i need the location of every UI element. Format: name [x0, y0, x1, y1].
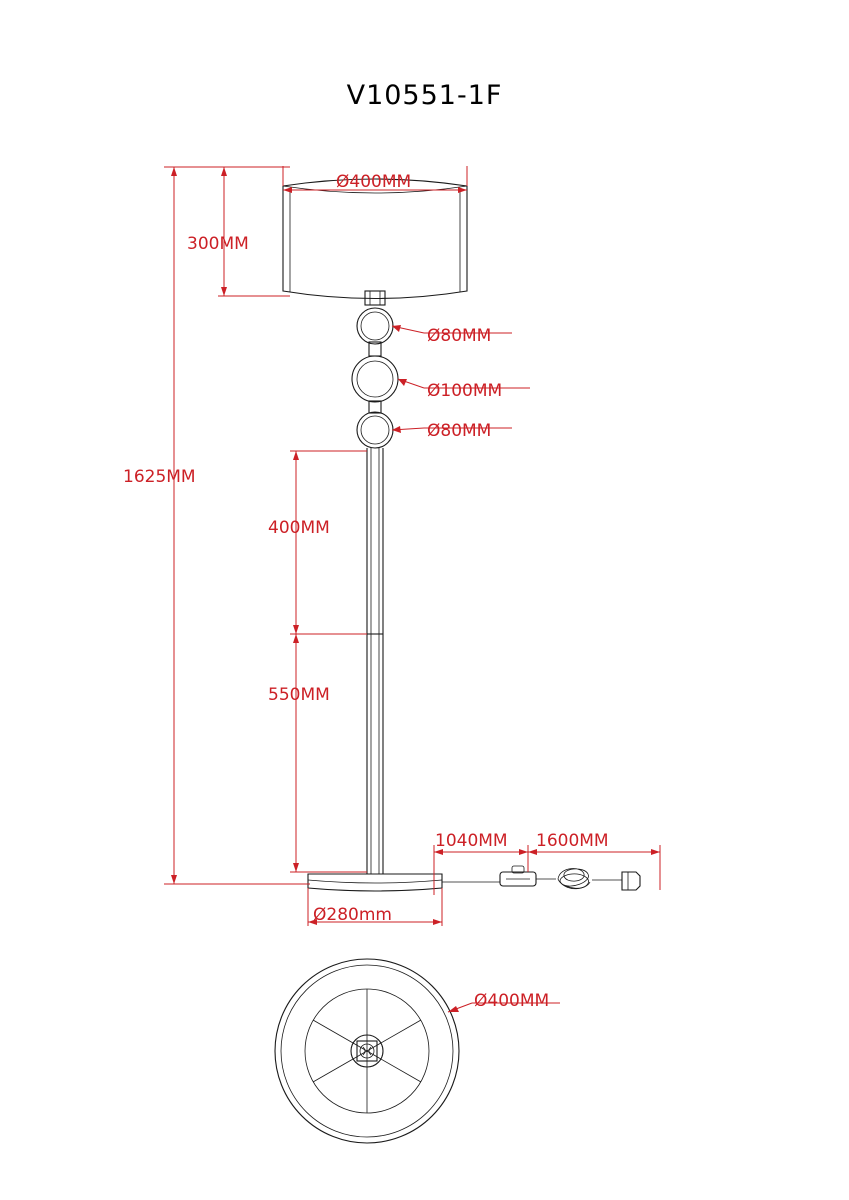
dim-label-shade-height: 300MM: [187, 234, 249, 254]
lower-ball: [357, 412, 393, 448]
dim-label-switch-cord: 1040MM: [435, 831, 508, 851]
dim-label-total-height: 1625MM: [123, 467, 196, 487]
dim-label-upper-ball: Ø80MM: [427, 326, 492, 346]
dim-label-lower-ball: Ø80MM: [427, 421, 492, 441]
dim-upper-stem: [290, 451, 367, 634]
dim-label-plug-cord: 1600MM: [536, 831, 609, 851]
dim-label-plan-diameter: Ø400MM: [474, 991, 550, 1011]
stem-lower: [367, 634, 383, 874]
dim-label-base-diameter: Ø280mm: [313, 905, 392, 925]
lamp-shade: [283, 179, 467, 299]
middle-ball: [352, 356, 398, 402]
dim-label-middle-ball: Ø100MM: [427, 381, 503, 401]
lamp-top-plan: [275, 959, 560, 1143]
lamp-front-elevation: [283, 179, 640, 891]
page-title: V10551-1F: [346, 80, 503, 111]
lamp-base: [308, 874, 442, 891]
inline-switch: [500, 866, 536, 886]
dim-lower-stem: [290, 634, 367, 872]
dim-label-shade-diameter: Ø400MM: [336, 172, 412, 192]
dim-switch-cord: [434, 845, 528, 895]
stem-upper: [367, 448, 383, 634]
dim-shade-height: [218, 167, 290, 296]
power-plug: [622, 872, 640, 890]
upper-ball: [357, 308, 393, 344]
dimension-lines-front: [164, 166, 660, 926]
dim-label-lower-stem: 550MM: [268, 685, 330, 705]
dim-label-upper-stem: 400MM: [268, 518, 330, 538]
power-cord: [442, 866, 640, 890]
cord-bundle: [558, 869, 590, 889]
